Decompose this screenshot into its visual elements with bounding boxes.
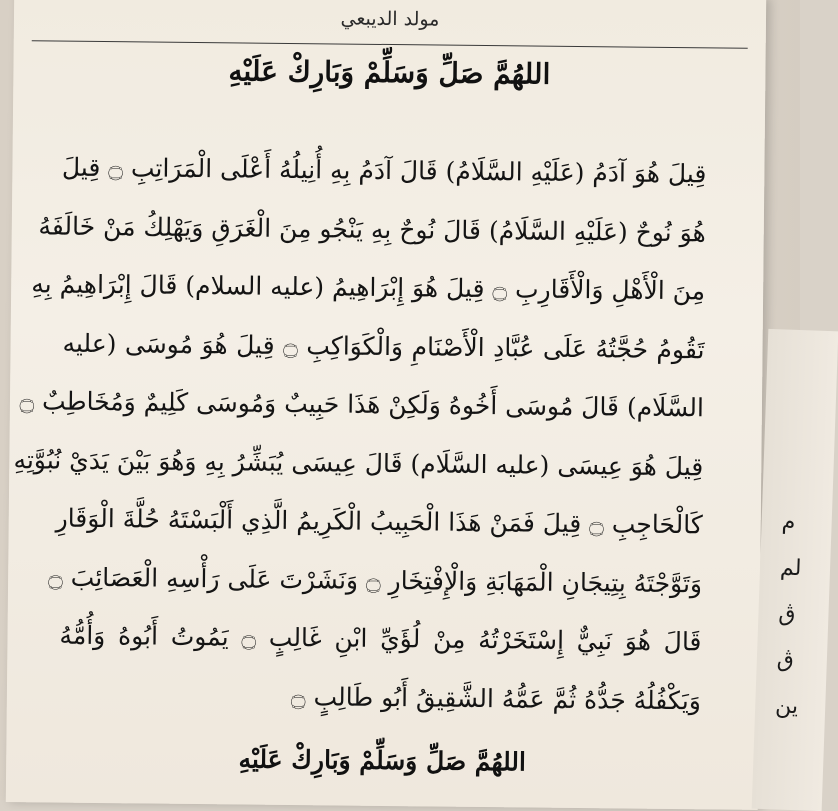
text-line: وَتَوَّجْتَهُ بِتِيجَانِ الْمَهَابَةِ وَالْإِفْتِخَارِ ۝ وَنَشَرْتَ عَلَى رَأْسِهِ الْعَصَائِبَ ۝ <box>48 561 703 598</box>
text-line: وَيَكْفُلُهُ جَدُّهُ ثُمَّ عَمُّهُ الشَّقِيقُ أَبُو طَالِبٍ ۝ <box>290 681 702 715</box>
text-line: كَالْحَاجِبِ ۝ قِيلَ فَمَنْ هَذَا الْحَبِيبُ الْكَرِيمُ الَّذِي أَلْبَسْتَهُ حُلَّةَ الْوَقَارِ <box>55 503 703 540</box>
running-title: مولد الديبعي <box>340 7 440 31</box>
text-line: قِيلَ هُوَ آدَمُ (عَلَيْهِ السَّلَامُ) قَالَ آدَمُ بِهِ أُنِيلُهُ أَعْلَى الْمَرَاتِبِ ۝ قِيلَ <box>61 152 707 189</box>
body-text <box>13 139 707 731</box>
text-line: تَقُومُ حُجَّتُهُ عَلَى عُبَّادِ الْأَصْنَامِ وَالْكَوَاكِبِ ۝ قِيلَ هُوَ مُوسَى (عليه <box>62 328 705 364</box>
adjacent-fragment: م <box>781 509 796 535</box>
text-line: مِنَ الْأَهْلِ وَالْأَقَارِبِ ۝ قِيلَ هُوَ إِبْرَاهِيمُ (عليه السلام) قَالَ إِبْرَاهِيمُ بِهِ <box>31 269 706 306</box>
salawat-closing: اللهُمَّ صَلِّ وَسَلِّمْ وَبَارِكْ عَلَيْهِ <box>238 744 527 777</box>
text-line: هُوَ نُوحٌ (عَلَيْهِ السَّلَامُ) قَالَ نُوحٌ بِهِ يَنْجُو مِنَ الْغَرَقِ وَيَهْلِكُ مَنْ خَالَفَهُ <box>38 210 706 247</box>
salawat-heading: اللهُمَّ صَلِّ وَسَلِّمْ وَبَارِكْ عَلَيْهِ <box>228 54 551 91</box>
adjacent-page-edge <box>752 329 838 811</box>
adjacent-fragment: لم <box>779 555 802 582</box>
book-page <box>6 0 766 810</box>
text-line: قِيلَ هُوَ عِيسَى (عليه السَّلَام) قَالَ عِيسَى يُبَشِّرُ بِهِ وَهُوَ بَيْنَ يَدَيْ نُبُوَّتِهِ <box>13 444 704 481</box>
adjacent-fragment: ڨ <box>776 647 795 674</box>
adjacent-fragment: ين <box>774 693 799 720</box>
text-line: قَالَ هُوَ نَبِيٌّ إِسْتَخَرْتُهُ مِنْ لُؤَيِّ ابْنِ غَالِبٍ ۝ يَمُوتُ أَبُوهُ وَأُمُّهُ <box>59 620 702 657</box>
header-rule <box>32 40 748 48</box>
adjacent-fragment: ڨ <box>778 601 796 628</box>
text-line: السَّلَام) قَالَ مُوسَى أَخُوهُ وَلَكِنْ هَذَا حَبِيبٌ وَمُوسَى كَلِيمٌ وَمُخَاطِبٌ ۝ <box>19 386 705 423</box>
